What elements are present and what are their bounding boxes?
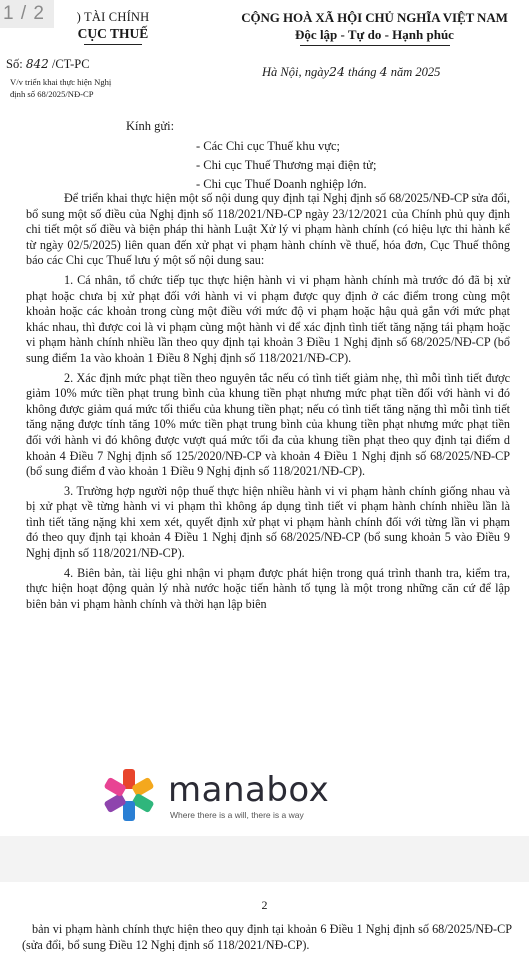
agency-underline [84,44,142,45]
date-suffix: năm 2025 [390,65,441,79]
doc-number-handwritten: 842 [25,57,49,71]
motto-underline [300,45,450,46]
greeting: Kính gửi: [126,119,175,133]
subject-line-2: định số 68/2025/NĐ-CP [10,88,94,99]
page-separator [0,836,529,882]
paragraph-item-1: 1. Cá nhân, tổ chức tiếp tục thực hiện hành vi vi phạm hành chính mà trước đó đã bị xử phạt hoặc chưa bị xử phạt đối với hành vi vi phạm được quy định ở các điểm trong cùng một khoản hoặc các khoản trong cùng một điều với mức độ vi phạm hoặc hậu quả gắn với mức phạt khác nhau, thì được coi là vi phạm cùng một hành vi để xác định tình tiết tăng nặng tái phạm hoặc vi phạm hành chính nhiều lần theo quy định tại khoản 3 Điều 1 Nghị định số 68/2025/NĐ-CP (bổ sung điểm 1a vào khoản 1 Điều 8 Nghị định số 118/2021/NĐ-CP). [26,272,510,365]
logo-tagline: Where there is a will, there is a way [170,810,304,820]
logo-wordmark: manabox [168,770,330,810]
date-day: 24 [329,64,345,79]
date-mid: tháng [348,65,377,79]
paragraph-item-3: 3. Trường hợp người nộp thuế thực hiện nhiều hành vi vi phạm hành chính giống nhau và bị xử phạt về từng hành vi vi phạm thì không áp dụng tình tiết vi phạm hành chính nhiều lần là tình tiết tăng nặng khi xem xét, quyết định xử phạt vi phạm hành chính đối với từng lần vi phạm đó theo quy định tại khoản 4 Điều 1 Nghị định số 68/2025/NĐ-CP (bổ sung khoản 5 vào Điều 9 Nghị định số 118/2021/NĐ-CP). [26,483,510,561]
page2-paragraph: bản vi phạm hành chính thực hiện theo quy định tại khoản 6 Điều 1 Nghị định số 68/2025/NĐ-CP (sửa đổi, bổ sung Điều 12 Nghị định số 118/2021/NĐ-CP). [22,922,512,952]
recipient-item: - Các Chi cục Thuế khu vực; [196,139,341,153]
recipient-item: - Chi cục Thuế Doanh nghiệp lớn. [196,177,367,191]
issue-date [262,64,440,80]
agency-name: CỤC THUẾ [77,26,149,41]
national-heading [222,10,527,46]
page-counter: 1 / 2 [0,0,54,28]
doc-number-prefix: Số: [6,57,23,71]
document-body [26,191,510,616]
paragraph-item-4: 4. Biên bản, tài liệu ghi nhận vi phạm được phát hiện trong quá trình thanh tra, kiểm tra, thực hiện hoạt động quản lý nhà nước hoặc tiến hành tố tụng là một trong những căn cứ để lập biên bản vi phạm hành chính và thời hạn lập biên [26,565,510,611]
subject-line-1: V/v triển khai thực hiện Nghị [10,77,112,87]
agency-parent: ) TÀI CHÍNH [76,10,150,24]
republic-title: CỘNG HOÀ XÃ HỘI CHỦ NGHĨA VIỆT NAM [241,10,508,25]
page-number: 2 [261,898,268,912]
manabox-watermark [96,765,396,825]
recipient-item: - Chi cục Thuế Thương mại điện tử; [196,158,377,172]
intro-paragraph: Để triển khai thực hiện một số nội dung quy định tại Nghị định số 68/2025/NĐ-CP sửa đổi, bổ sung một số điều của Nghị định số 118/2021/NĐ-CP ngày 23/12/2021 của Chính phủ quy định chi tiết một số điều và biện pháp thi hành Luật Xử lý vi phạm hành chính (có hiệu lực thi hành kể từ ngày 02/5/2025) liên quan đến xử phạt vi phạm hành chính về thuế, hóa đơn, Cục Thuế thông báo các Chi cục Thuế lưu ý một số nội dung sau: [26,191,510,268]
subject [10,77,210,100]
recipient-list [196,137,376,194]
national-motto: Độc lập - Tự do - Hạnh phúc [295,27,454,42]
doc-number-suffix: /CT-PC [51,57,90,71]
paragraph-item-2: 2. Xác định mức phạt tiền theo nguyên tắc nếu có tình tiết giảm nhẹ, thì mỗi tình tiết được giảm 10% mức tiền phạt trung bình của khung tiền phạt nhưng mức phạt tiền đối với hành vi đó không được giảm quá mức tối thiểu của khung tiền phạt; nếu có tình tiết tăng nặng thì mỗi tình tiết tăng nặng được tính tăng 10% mức tiền phạt trung bình của khung tiền phạt nhưng mức phạt tiền đối với hành vi đó không được vượt quá mức tối đa của khung tiền phạt theo quy định tại điểm d khoản 4 Điều 7 Nghị định số 125/2020/NĐ-CP và khoản 4 Điều 1 Nghị định số 68/2025/NĐ-CP (bổ sung điểm đ vào khoản 1 Điều 9 Nghị định số 118/2021/NĐ-CP). [26,370,510,479]
issuing-agency [18,10,208,45]
date-prefix: Hà Nội, ngày [262,65,330,79]
document-number [6,57,90,72]
manabox-logo-icon [96,765,162,825]
date-month: 4 [379,64,388,79]
